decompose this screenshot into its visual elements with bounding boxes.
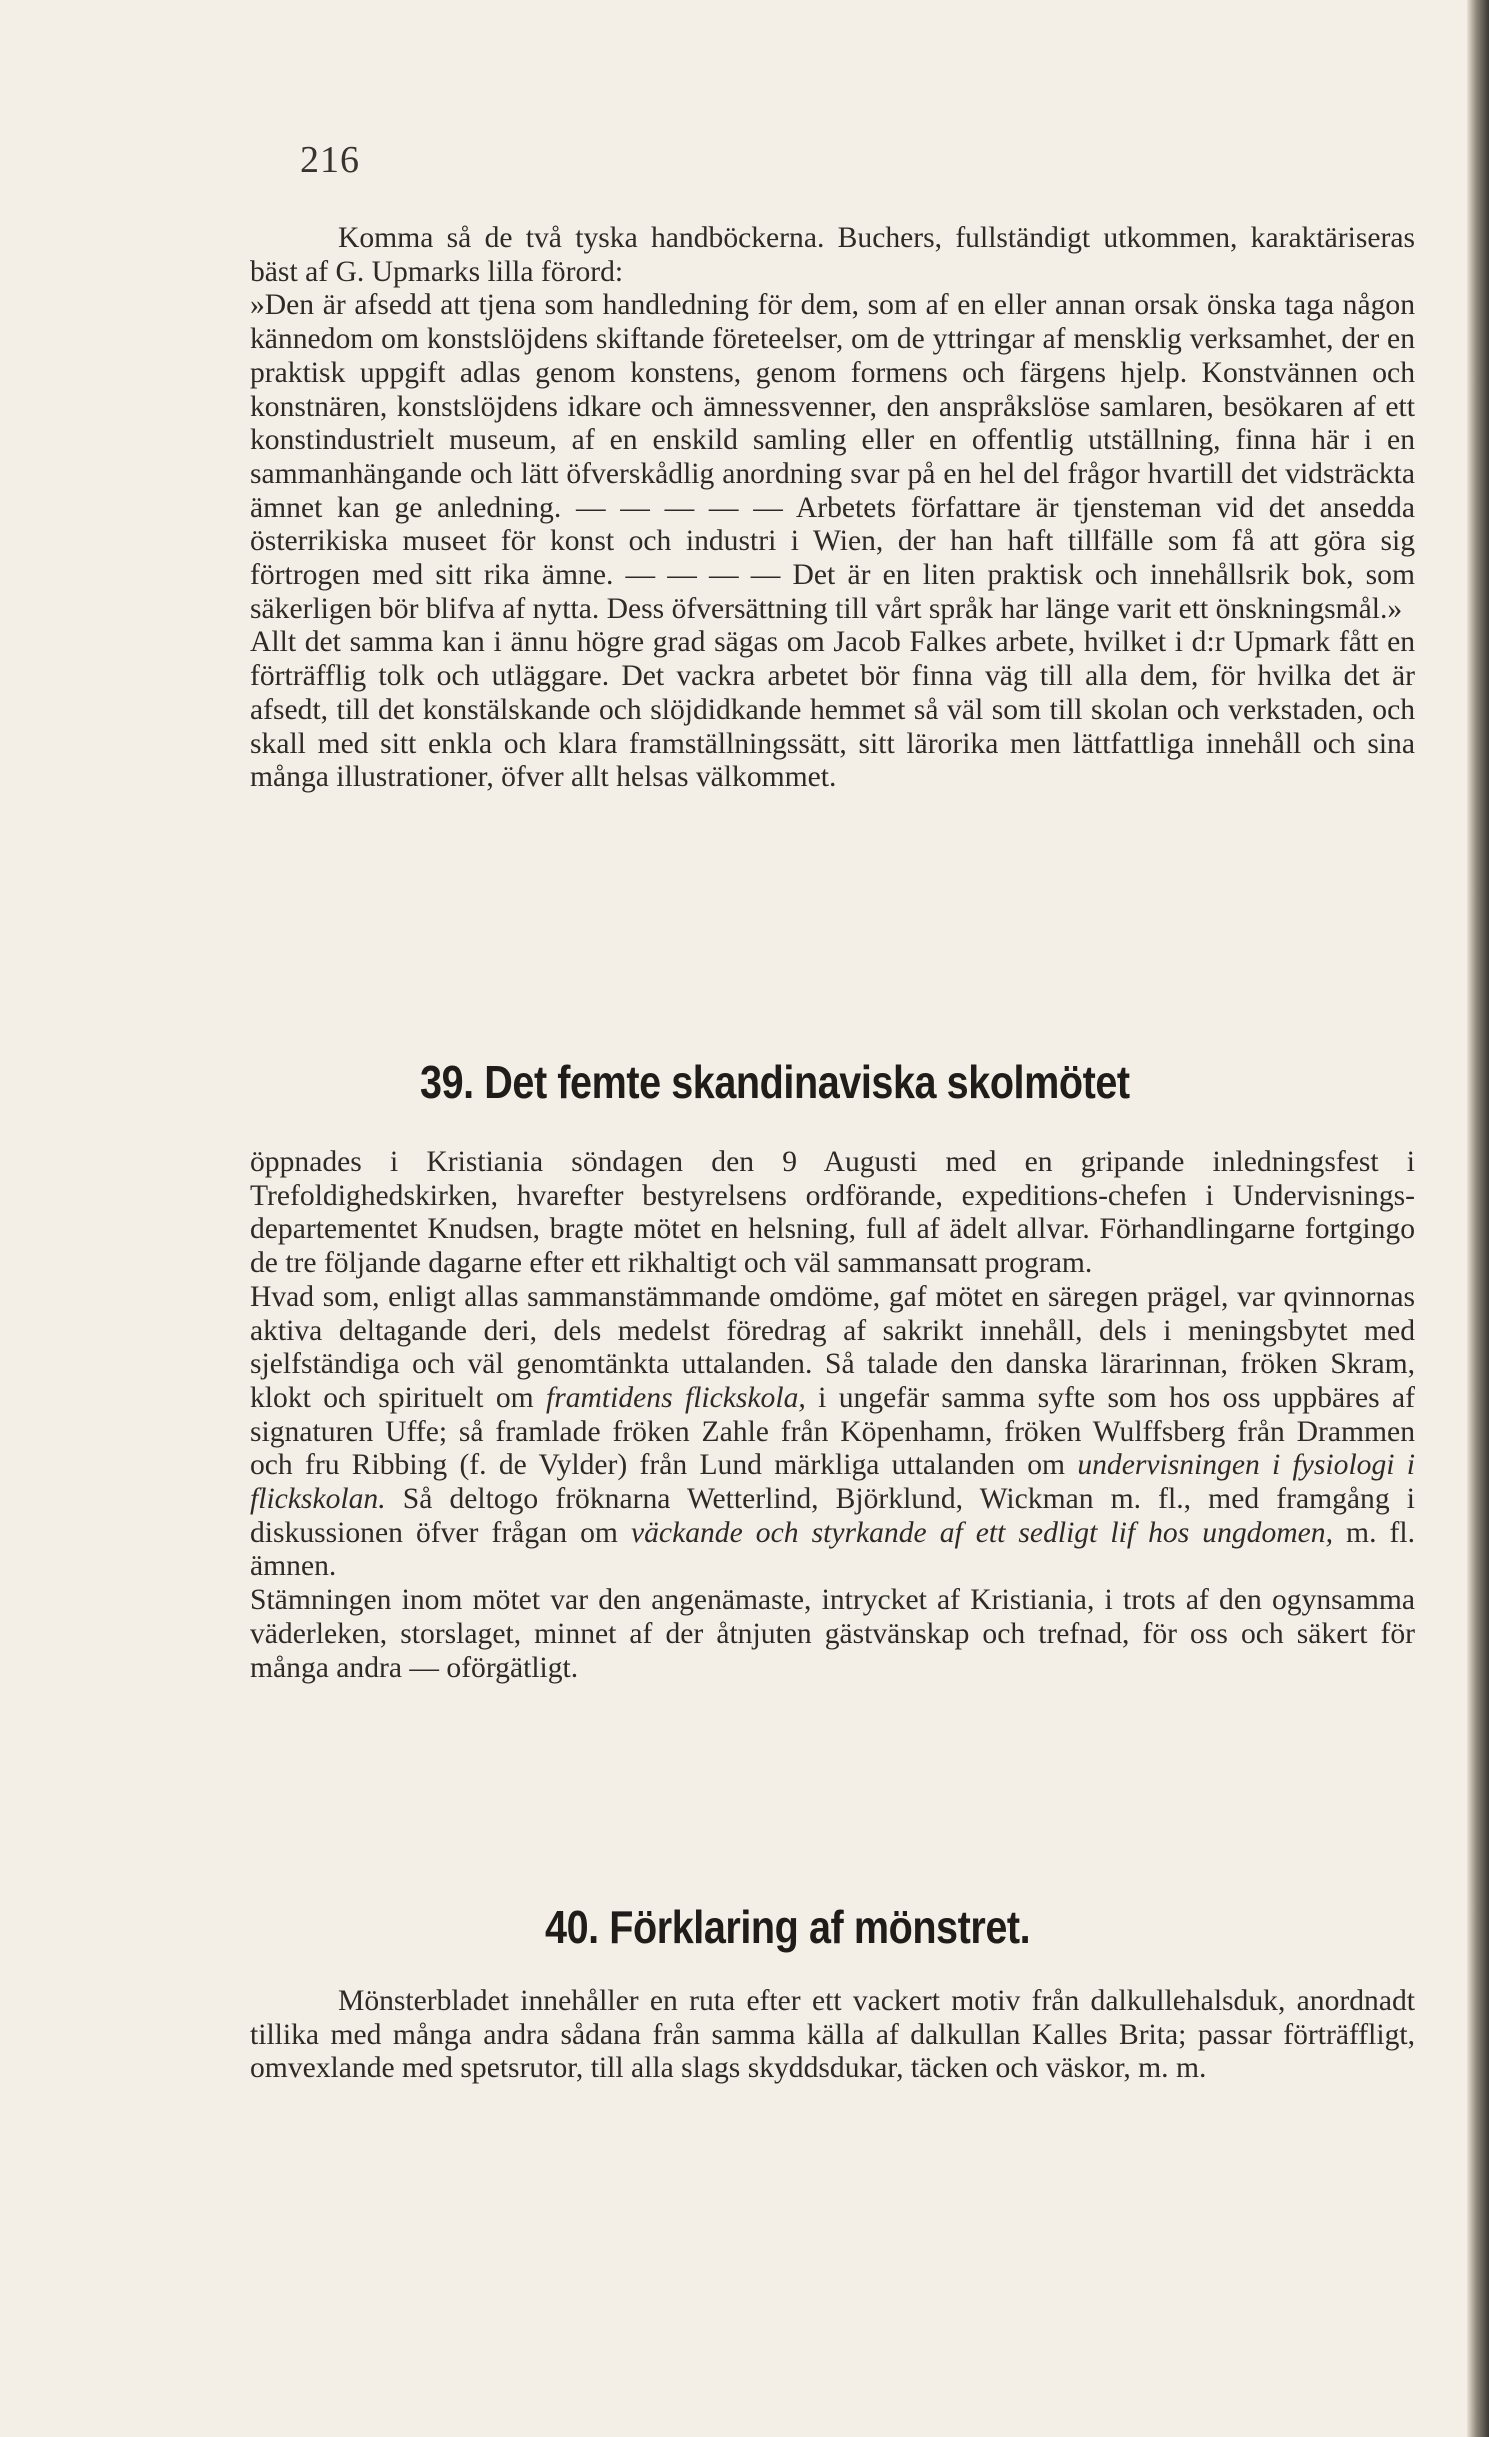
italic-topic: väckande och styrkande af ett sedligt lif hos ungdomen, <box>631 1516 1333 1549</box>
paragraph: öppnades i Kristiania söndagen den 9 Augusti med en gripande inledningsfest i Trefoldighedskirken, hvarefter bestyrelsens ordförande, expeditions-chefen i Undervisnings-departementet Knudsen, bragte mötet en helsning, full af ädelt allvar. Förhandlingarne fortgingo de tre följande dagarne efter ett rikhaltigt och väl sammansatt program. <box>250 1146 1415 1280</box>
quoted-paragraph: »Den är afsedd att tjena som handledning för dem, som af en eller annan orsak önska taga någon kännedom om konstslöjdens skiftande företeelser, om de yttringar af mensklig verksamhet, der en praktisk uppgift adlas genom konstens, genom formens och färgens hjelp. Konstvännen och konstnären, konstslöjdens idkare och ämnessvenner, den anspråkslöse samlaren, besökaren af ett konstindustrielt museum, af en enskild samling eller en offentlig utställning, finna här i en sammanhängande och lätt öfverskådlig anordning svar på en hel del frågor hvartill det vidsträckta ämnet kan ge anledning. — — — — — Arbetets författare är tjensteman vid det ansedda österrikiska museet för konst och industri i Wien, der han haft tillfälle som få att göra sig förtrogen med sitt rika ämne. — — — — Det är en liten praktisk och innehållsrik bok, som säkerligen bör blifva af nytta. Dess öfversättning till vårt språk har länge varit ett önskningsmål.» <box>250 289 1415 625</box>
section-top <box>250 222 1415 795</box>
section-heading-40: 40. Förklaring af mönstret. <box>545 1901 1031 1953</box>
paragraph: Stämningen inom mötet var den angenämaste, intrycket af Kristiania, i trots af den ogynsamma väderleken, storslaget, minnet af der åtnjuten gästvänskap och trefnad, för oss och säkert för många andra — oförgätligt. <box>250 1584 1415 1684</box>
section-heading-39: 39. Det femte skandinaviska skolmötet <box>420 1056 1130 1108</box>
section-39-body <box>250 1146 1415 1685</box>
italic-topic: undervisningen i fysiologi i flickskolan. <box>250 1449 1415 1516</box>
paragraph: Mönsterbladet innehåller en ruta efter ett vackert motiv från dalkullehalsduk, anordnadt tillika med många andra sådana från samma källa af dalkullan Kalles Brita; passar förträffligt, omvexlande med spetsrutor, till alla slags skyddsdukar, täcken och väskor, m. m. <box>250 1985 1415 2085</box>
italic-topic: framtidens flickskola, <box>546 1381 806 1414</box>
page-number: 216 <box>300 139 360 181</box>
text-run: Så deltogo fröknarna Wetterlind, Björklund, Wickman m. fl., med framgång i diskussionen öfver frågan om <box>250 1483 1415 1549</box>
text-run: Hvad som, enligt allas sammanstämmande omdöme, gaf mötet en säregen prägel, var qvinnornas aktiva deltagande deri, dels medelst föredrag af sakrikt innehåll, dels i meningsbytet med sjelfständiga och väl genomtänkta uttalanden. Så talade den danska lärarinnan, fröken Skram, klokt och spirituelt om <box>250 1280 1415 1414</box>
paragraph: Allt det samma kan i ännu högre grad sägas om Jacob Falkes arbete, hvilket i d:r Upmark fått en förträfflig tolk och utläggare. Det vackra arbetet bör finna väg till alla dem, för hvilka det är afsedt, till det konstälskande och slöjdidkande hemmet så väl som till skolan och verkstaden, och skall med sitt enkla och klara framställningssätt, sitt lärorika men lättfattliga innehåll och sina många illustrationer, öfver allt helsas välkommet. <box>250 626 1415 794</box>
text-run: i ungefär samma syfte som hos oss uppbäres af signaturen Uffe; så framlade fröken Zahle från Köpenhamn, fröken Wulffsberg från Drammen och fru Ribbing (f. de Vylder) från Lund märkliga uttalanden om <box>250 1381 1416 1482</box>
paragraph <box>250 1281 1415 1584</box>
paragraph: Komma så de två tyska handböckerna. Buchers, fullständigt utkommen, karaktäriseras bäst af G. Upmarks lilla förord: <box>250 222 1415 288</box>
section-40-body <box>250 1985 1415 2086</box>
text-run: m. fl. ämnen. <box>250 1516 1416 1583</box>
page-edge <box>1467 0 1489 2437</box>
